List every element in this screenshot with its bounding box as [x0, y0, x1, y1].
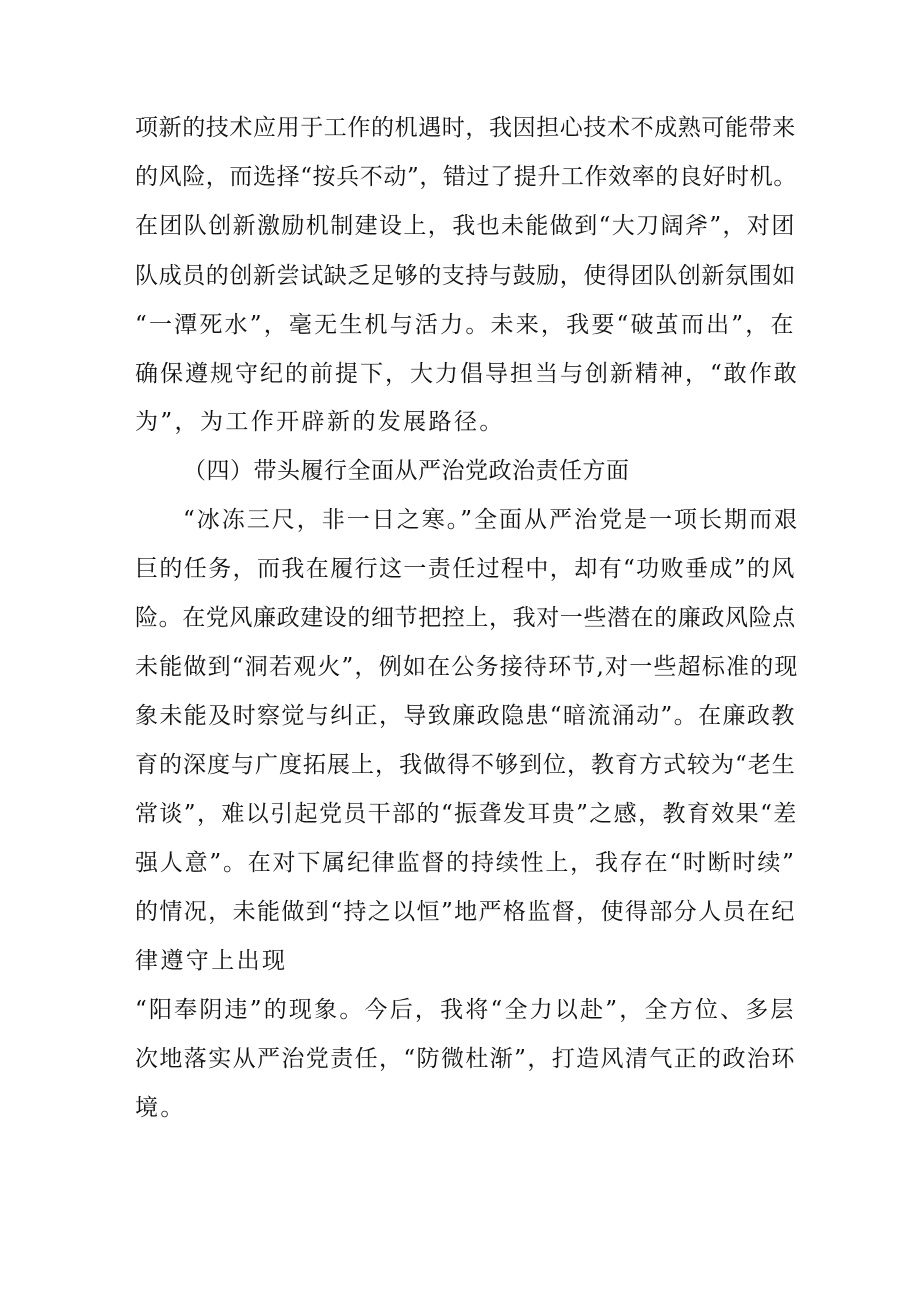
paragraph-line: “阳奉阴违”的现象。今后，我将“全力以赴”，全方位、多层: [135, 997, 796, 1023]
paragraph-line: 次地落实从严治党责任，“防微杜渐”，打造风清气正的政治环: [135, 1046, 796, 1072]
paragraph-line: 未能做到“洞若观火”，例如在公务接待环节,对一些超标准的现: [135, 654, 799, 680]
paragraph-line: 的风险，而选择“按兵不动”，错过了提升工作效率的良好时机。: [135, 164, 797, 190]
paragraph-line: “一潭死水”，毫无生机与活力。未来，我要“破茧而出”，在: [135, 312, 796, 338]
paragraph-line: 育的深度与广度拓展上，我做得不够到位，教育方式较为“老生: [135, 752, 796, 778]
paragraph-line: 项新的技术应用于工作的机遇时，我因担心技术不成熟可能带来: [135, 115, 796, 141]
paragraph-line: “冰冻三尺，非一日之寒。”全面从严治党是一项长期而艰: [183, 507, 800, 533]
paragraph-line: 强人意”。在对下属纪律监督的持续性上，我存在“时断时续”: [135, 850, 796, 876]
paragraph-line: 为”，为工作开辟新的发展路径。: [135, 409, 505, 435]
paragraph-line: 律遵守上出现: [135, 948, 288, 974]
section-heading: （四）带头履行全面从严治党政治责任方面: [183, 458, 630, 484]
paragraph-line: 在团队创新激励机制建设上，我也未能做到“大刀阔斧”，对团: [135, 213, 796, 239]
paragraph-line: 常谈”，难以引起党员干部的“振聋发耳贵”之感，教育效果“差: [135, 801, 798, 827]
paragraph-line: 险。在党风廉政建设的细节把控上，我对一些潜在的廉政风险点: [135, 605, 796, 631]
paragraph-line: 队成员的创新尝试缺乏足够的支持与鼓励，使得团队创新氛围如: [135, 263, 796, 289]
paragraph-line: 的情况，未能做到“持之以恒”地严格监督，使得部分人员在纪: [135, 899, 796, 925]
paragraph-line: 巨的任务，而我在履行这一责任过程中，却有“功败垂成”的风: [135, 556, 796, 582]
paragraph-line: 象未能及时察觉与纠正，导致廉政隐患“暗流涌动”。在廉政教: [135, 703, 796, 729]
paragraph-line: 境。: [135, 1095, 186, 1121]
paragraph-line: 确保遵规守纪的前提下，大力倡导担当与创新精神，“敢作敢: [135, 361, 799, 387]
